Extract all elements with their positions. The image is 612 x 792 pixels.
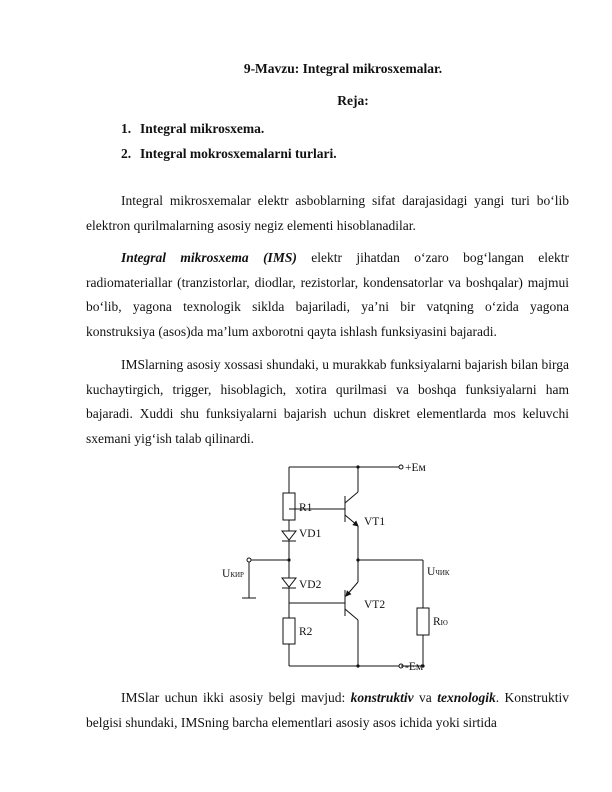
term-ims: Integral mikrosxema (IMS) (121, 250, 297, 265)
features-lead: IMSlar uchun ikki asosiy belgi mavjud: (121, 690, 351, 705)
terminal-u-in (247, 558, 251, 562)
terminal-plus-e (399, 465, 403, 469)
label-u-in: UКИР (222, 568, 244, 580)
resistor-load (417, 608, 429, 635)
label-plus-e: +Eм (405, 462, 426, 474)
label-vt1: VT1 (364, 516, 386, 528)
label-vt2: VT2 (364, 599, 386, 611)
label-vd2: VD2 (299, 579, 322, 591)
term-konstruktiv: konstruktiv (350, 690, 414, 705)
label-r1: R1 (299, 502, 313, 514)
resistor-r2 (283, 618, 295, 644)
label-r2: R2 (299, 626, 313, 638)
diode-vd2 (282, 578, 296, 587)
plan-item-number: 1. (121, 121, 132, 136)
features-mid: va (413, 690, 438, 705)
label-vd1: VD1 (299, 528, 322, 540)
label-u-out: UЧИК (427, 566, 450, 578)
transistor-vt2-collector (345, 609, 358, 620)
diode-vd1 (282, 531, 296, 540)
label-r-load: RЮ (433, 616, 448, 628)
term-texnologik: texnologik (437, 690, 496, 705)
plan-heading: Reja: (337, 93, 369, 108)
plan-item-number: 2. (121, 146, 132, 161)
page-title: 9-Mavzu: Integral mikrosxemalar. (243, 61, 443, 76)
features-rest: . Konstruktiv belgisi shundaki, IMSning barcha elementlari asosiy asos ichida yoki sirtida (86, 690, 569, 730)
definition-text: elektr jihatdan o‘zaro bog‘langan elektr radiomateriallar (tranzistorlar, diodlar, rezistorlar, kondensatorlar va boshqalar) majmui bo‘lib, yagona texnologik siklda bajariladi, ya’ni bir vatqning o‘zida yagona konstruksiya (asos)da ma’lum axborotni qayta ishlash funksiyasini bajaradi. (86, 250, 569, 339)
node-dot (287, 558, 290, 561)
label-minus-e: -Eм (405, 661, 424, 673)
transistor-vt1-emitter (345, 515, 358, 526)
transistor-vt2-emitter (346, 582, 358, 596)
resistor-r1 (283, 493, 295, 520)
plan-item-text: Integral mikrosxema. (140, 121, 265, 136)
paragraph-ims-property: IMSlarning asosiy xossasi shundaki, u murakkab funksiyalarni bajarish bilan birga kuchaytirgich, trigger, hisoblagich, xotira qurilmasi va boshqa funksiyalarni ham bajaradi. Xuddi shu funksiyalarni bajarish uchun diskret elementlarda mos keluvchi sxemani yig‘ish talab qilinardi. (86, 357, 569, 446)
paragraph-intro: Integral mikrosxemalar elektr asboblarning sifat darajasidagi yangi turi bo‘lib elektron qurilmalarning asosiy negiz elementi hisoblanadilar. (86, 193, 569, 233)
transistor-vt1-collector (345, 492, 358, 503)
paragraph-ims-features (86, 686, 569, 735)
plan-item-text: Integral mokrosxemalarni turlari. (140, 146, 337, 161)
